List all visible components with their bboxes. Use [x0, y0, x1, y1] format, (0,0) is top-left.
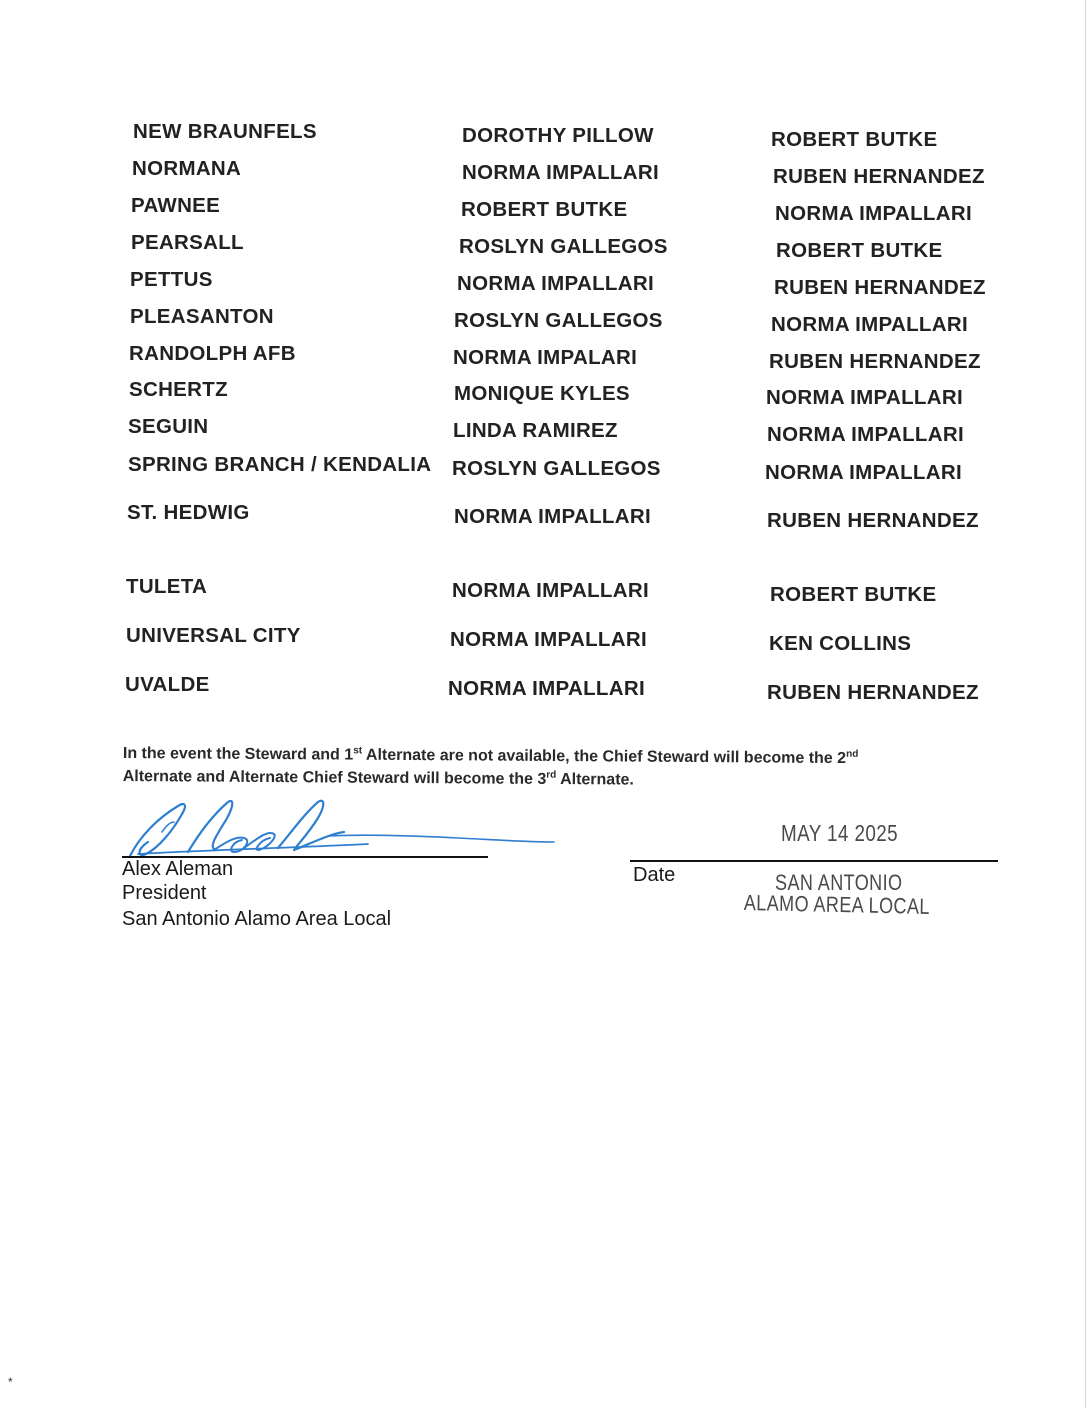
steward-cell: ROSLYN GALLEGOS [452, 457, 661, 480]
alternate-cell: ROBERT BUTKE [771, 128, 938, 151]
stamp-line-2: ALAMO AREA LOCAL [743, 890, 931, 919]
alternate-cell: RUBEN HERNANDEZ [774, 276, 986, 299]
note-text: Alternate are not available, the Chief Steward will become the 2 [362, 746, 847, 768]
alternate-cell: RUBEN HERNANDEZ [773, 165, 985, 188]
alternate-cell: NORMA IMPALLARI [771, 313, 968, 336]
steward-cell: ROSLYN GALLEGOS [454, 309, 663, 332]
note-sup: nd [846, 748, 859, 760]
location-cell: UNIVERSAL CITY [126, 624, 301, 647]
note-sup: st [353, 745, 363, 757]
date-label: Date [633, 864, 676, 886]
steward-cell: NORMA IMPALLARI [454, 505, 651, 528]
location-cell: TULETA [126, 575, 208, 598]
alternate-cell: ROBERT BUTKE [776, 239, 943, 262]
alternate-cell: NORMA IMPALLARI [765, 461, 962, 484]
steward-cell: NORMA IMPALARI [453, 346, 638, 369]
location-cell: PETTUS [130, 268, 213, 291]
steward-cell: ROSLYN GALLEGOS [459, 235, 668, 258]
note-text: Alternate. [556, 771, 634, 789]
alternate-cell: NORMA IMPALLARI [775, 202, 972, 225]
steward-cell: NORMA IMPALLARI [457, 272, 654, 295]
alternate-note [123, 742, 963, 794]
note-sup: rd [546, 769, 557, 781]
location-cell: ST. HEDWIG [127, 501, 250, 524]
steward-cell: ROBERT BUTKE [461, 198, 628, 221]
steward-cell: LINDA RAMIREZ [453, 419, 618, 442]
location-cell: SPRING BRANCH / KENDALIA [128, 453, 432, 476]
handwritten-signature [118, 792, 558, 864]
steward-cell: NORMA IMPALLARI [450, 628, 647, 651]
alternate-cell: RUBEN HERNANDEZ [769, 350, 981, 373]
date-line [630, 860, 998, 862]
steward-cell: MONIQUE KYLES [454, 382, 630, 405]
page-edge [1085, 0, 1086, 1408]
steward-cell: NORMA IMPALLARI [452, 579, 649, 602]
alternate-cell: KEN COLLINS [769, 632, 912, 655]
location-cell: NORMANA [132, 157, 242, 180]
location-cell: NEW BRAUNFELS [133, 120, 317, 143]
received-date-stamp: MAY 14 2025 [781, 820, 899, 846]
signer-organization: San Antonio Alamo Area Local [122, 908, 392, 930]
stamp-line-1: SAN ANTONIO [775, 870, 903, 895]
alternate-cell: NORMA IMPALLARI [766, 386, 963, 409]
note-text: In the event the Steward and 1 [122, 744, 354, 764]
note-text: Alternate and Alternate Chief Steward will become the 3 [122, 767, 547, 788]
location-cell: SCHERTZ [129, 378, 228, 401]
location-cell: RANDOLPH AFB [129, 342, 296, 365]
location-cell: PEARSALL [131, 231, 244, 254]
signer-title: President [122, 882, 207, 904]
steward-cell: DOROTHY PILLOW [462, 124, 654, 147]
alternate-cell: ROBERT BUTKE [770, 583, 937, 606]
signer-name: Alex Aleman [122, 858, 234, 880]
alternate-cell: NORMA IMPALLARI [767, 423, 964, 446]
alternate-cell: RUBEN HERNANDEZ [767, 681, 979, 704]
location-cell: SEGUIN [128, 415, 209, 438]
steward-cell: NORMA IMPALLARI [448, 677, 645, 700]
alternate-cell: RUBEN HERNANDEZ [767, 509, 979, 532]
location-cell: PAWNEE [131, 194, 221, 217]
footer-mark: * [8, 1375, 13, 1389]
steward-cell: NORMA IMPALLARI [462, 161, 659, 184]
location-cell: UVALDE [125, 673, 210, 696]
location-cell: PLEASANTON [130, 305, 274, 328]
